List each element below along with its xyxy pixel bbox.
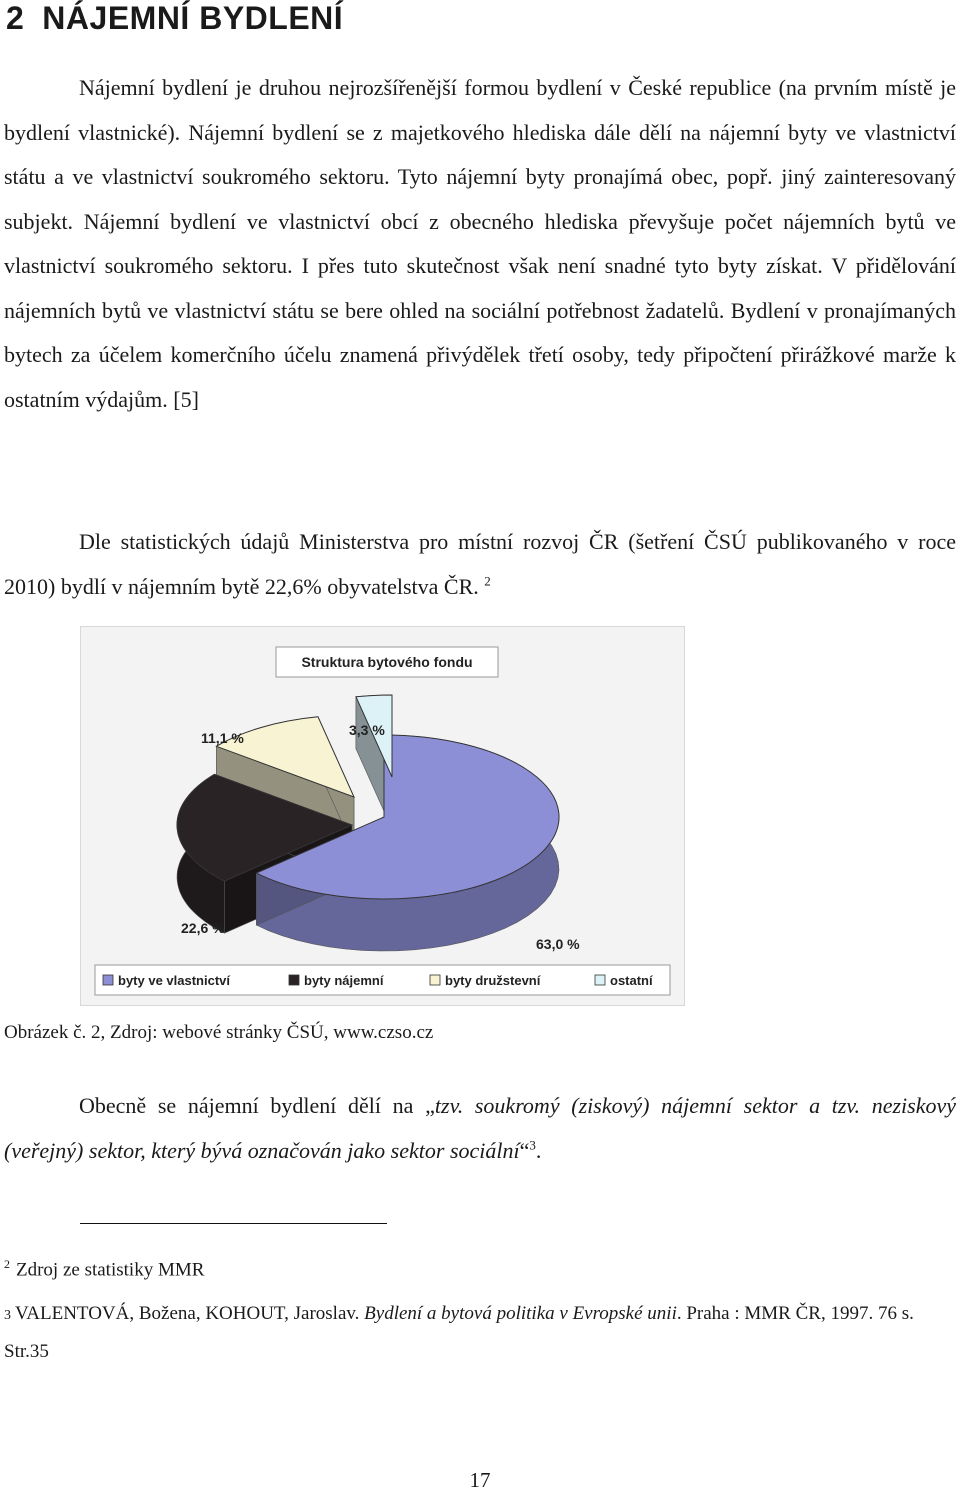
legend-label-byty-najemni: byty nájemní (304, 973, 384, 988)
data-label-byty-druzstevni: 11,1 % (201, 730, 244, 746)
paragraph-3-end: . (535, 1137, 542, 1163)
paragraph-1-text: Nájemní bydlení je druhou nejrozšířenější formou bydlení v České republice (na prvním místě je bydlení vlastnické). Nájemní bydlení se z majetkového hlediska dále dělí na nájemní byty ve vlastnictví státu a ve vlastnictví soukromého sektoru. Tyto nájemní byty pronajímá obec, popř. jiný zainteresovaný subjekt. Nájemní bydlení ve vlastnictví obcí z obecného hlediska převyšuje počet nájemních bytů ve vlastnictví soukromého sektoru. I přes tuto skutečnost však není snadné tyto byty získat. V přidělování nájemních bytů ve vlastnictví státu se bere ohled na sociální potřebnost žadatelů. Bydlení v pronajímaných bytech za účelem komerčního účelu znamená přivýdělek třetí osoby, tedy připočtení přirážkové marže k ostatním výdajům. [5] (4, 75, 956, 412)
paragraph-2-period: . (473, 573, 479, 599)
data-label-byty-najemni: 22,6 % (181, 920, 225, 936)
legend-swatch-byty-ve-vlastnictvi (103, 975, 113, 985)
legend-swatch-ostatni (595, 975, 605, 985)
footnote-divider (80, 1223, 387, 1224)
footnote-ref-2: 2 (484, 573, 491, 589)
paragraph-3-text: Obecně se nájemní bydlení dělí na „ (79, 1093, 435, 1118)
legend-swatch-byty-druzstevni (430, 975, 440, 985)
paragraph-rental-housing (4, 66, 956, 422)
footnote-3-book-title: Bydlení a bytová politika v Evropské unii (364, 1303, 677, 1324)
pie-chart-housing-structure (80, 626, 685, 1006)
legend-swatch-byty-najemni (289, 975, 299, 985)
page-number: 17 (469, 1468, 491, 1492)
chapter-title: NÁJEMNÍ BYDLENÍ (42, 0, 344, 36)
paragraph-rental-sectors (4, 1084, 956, 1173)
paragraph-2-text: Dle statistických údajů Ministerstva pro místní rozvoj ČR (šetření ČSÚ publikovaného v roce 2010) bydlí v nájemním bytě 22,6% obyvatelstva ČR (4, 529, 956, 599)
chapter-heading (6, 0, 343, 44)
footnote-3 (4, 1296, 956, 1370)
data-label-ostatni: 3,3 % (349, 722, 385, 738)
legend-label-byty-druzstevni: byty družstevní (445, 973, 541, 988)
footnote-3-text-before: VALENTOVÁ, Božena, KOHOUT, Jaroslav. (15, 1303, 365, 1324)
chart-title: Struktura bytového fondu (301, 654, 473, 670)
footnote-3-number: 3 (4, 1308, 11, 1323)
footnote-2-text: Zdroj ze statistiky MMR (16, 1259, 205, 1281)
footnote-3-text-after: . Praha : MMR ČR, 1997. 76 s. Str.35 (4, 1303, 914, 1362)
paragraph-3-close-quote: “ (519, 1137, 530, 1163)
data-label-byty-ve-vlastnictvi: 63,0 % (536, 936, 580, 952)
footnote-2-number: 2 (4, 1257, 10, 1271)
paragraph-statistics (4, 520, 956, 609)
legend-label-ostatni: ostatní (610, 973, 653, 988)
chapter-number: 2 (6, 0, 25, 36)
legend-label-byty-ve-vlastnictvi: byty ve vlastnictví (118, 973, 230, 988)
chart-canvas (81, 627, 684, 1005)
footnote-ref-3: 3 (529, 1137, 536, 1153)
footnote-2 (4, 1246, 204, 1288)
figure-caption: Obrázek č. 2, Zdroj: webové stránky ČSÚ, www.czso.cz (4, 1022, 434, 1043)
paragraph-3-italic: tzv. soukromý (ziskový) nájemní sektor a tzv. neziskový (veřejný) sektor, který bývá označován jako sektor sociální (4, 1093, 957, 1163)
